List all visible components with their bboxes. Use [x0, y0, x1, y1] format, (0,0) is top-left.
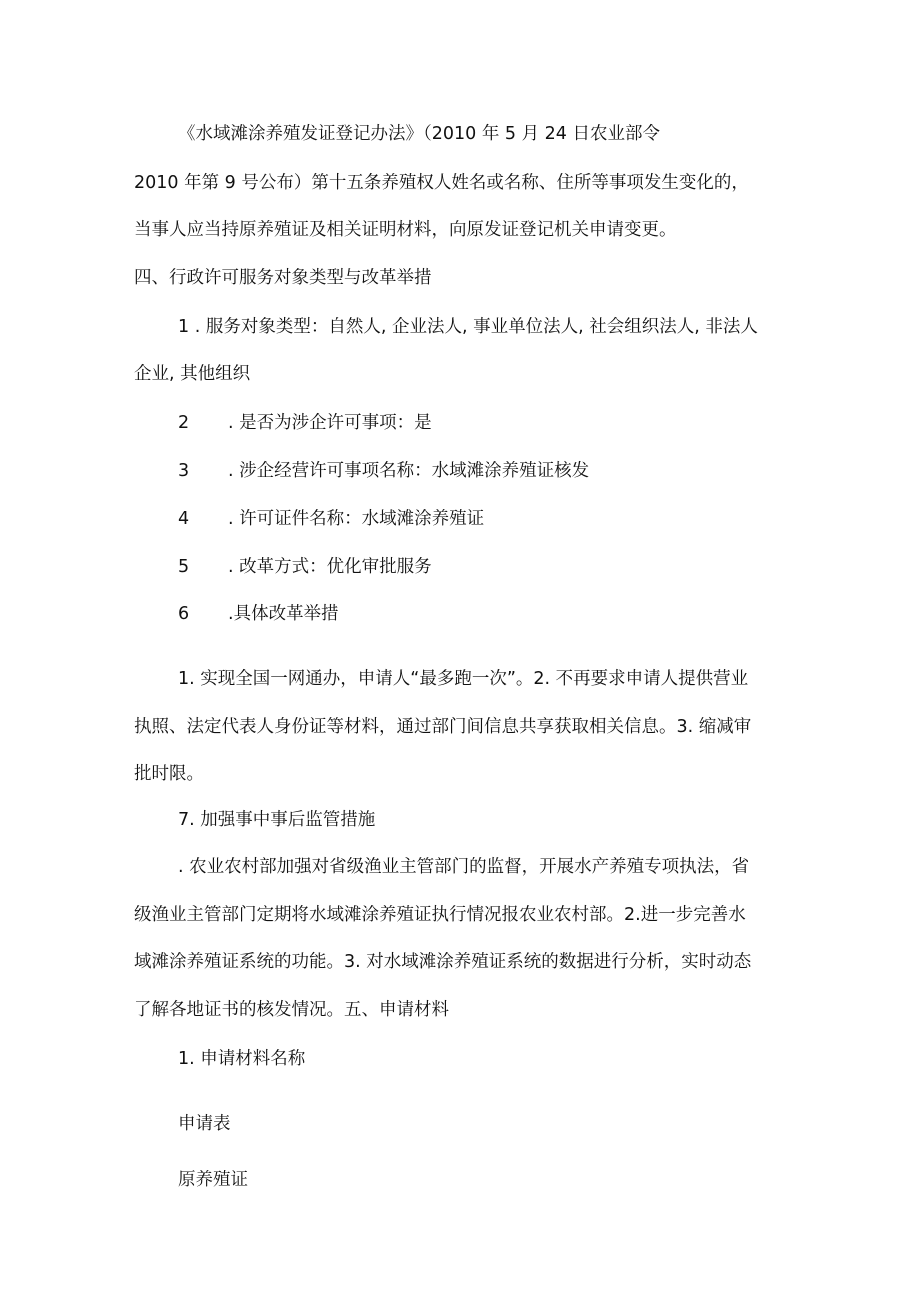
supervision-line-1: . 农业农村部加强对省级渔业主管部门的监督，开展水产养殖专项执法，省 — [178, 857, 750, 877]
item-3 — [178, 459, 589, 483]
materials-heading: 1. 申请材料名称 — [178, 1049, 306, 1069]
item-number: 4 — [178, 509, 190, 529]
intro-line-2: 2010 年第 9 号公布）第十五条养殖权人姓名或名称、住所等事项发生变化的， — [134, 173, 749, 193]
supervision-line-3: 域滩涂养殖证系统的功能。3. 对水域滩涂养殖证系统的数据进行分析，实时动态 — [134, 952, 752, 972]
item-7-heading: 7. 加强事中事后监管措施 — [178, 810, 376, 830]
reform-line-2: 执照、法定代表人身份证等材料，通过部门间信息共享获取相关信息。3. 缩减审 — [134, 717, 752, 737]
item-number: 5 — [178, 557, 190, 577]
item-4 — [178, 507, 484, 531]
reform-line-3: 批时限。 — [134, 764, 204, 784]
item-text: .具体改革举措 — [228, 604, 339, 624]
intro-line-1: 《水域滩涂养殖发证登记办法》（2010 年 5 月 24 日农业部令 — [178, 124, 661, 144]
supervision-line-2: 级渔业主管部门定期将水域滩涂养殖证执行情况报农业农村部。2.进一步完善水 — [134, 905, 746, 925]
reform-line-1: 1. 实现全国一网通办，申请人“最多跑一次”。2. 不再要求申请人提供营业 — [178, 669, 749, 689]
item-number: 3 — [178, 461, 190, 481]
intro-line-3: 当事人应当持原养殖证及相关证明材料，向原发证登记机关申请变更。 — [134, 220, 677, 240]
item-5 — [178, 555, 432, 579]
item-text: . 是否为涉企许可事项：是 — [228, 413, 432, 433]
item-number: 2 — [178, 413, 190, 433]
item-text: . 许可证件名称：水域滩涂养殖证 — [228, 509, 485, 529]
supervision-line-4: 了解各地证书的核发情况。五、申请材料 — [134, 1000, 449, 1020]
section-heading-service-objects: 四、行政许可服务对象类型与改革举措 — [134, 268, 432, 288]
item-text: . 涉企经营许可事项名称：水域滩涂养殖证核发 — [228, 461, 590, 481]
item-2 — [178, 411, 432, 435]
item-1-line-2: 企业, 其他组织 — [134, 364, 251, 384]
material-application-form: 申请表 — [178, 1114, 231, 1134]
material-original-certificate: 原养殖证 — [178, 1170, 248, 1190]
item-number: 6 — [178, 604, 190, 624]
item-6 — [178, 602, 339, 626]
item-text: . 改革方式：优化审批服务 — [228, 557, 432, 577]
item-1-line-1: 1 . 服务对象类型：自然人, 企业法人, 事业单位法人, 社会组织法人, 非法人 — [178, 317, 758, 337]
